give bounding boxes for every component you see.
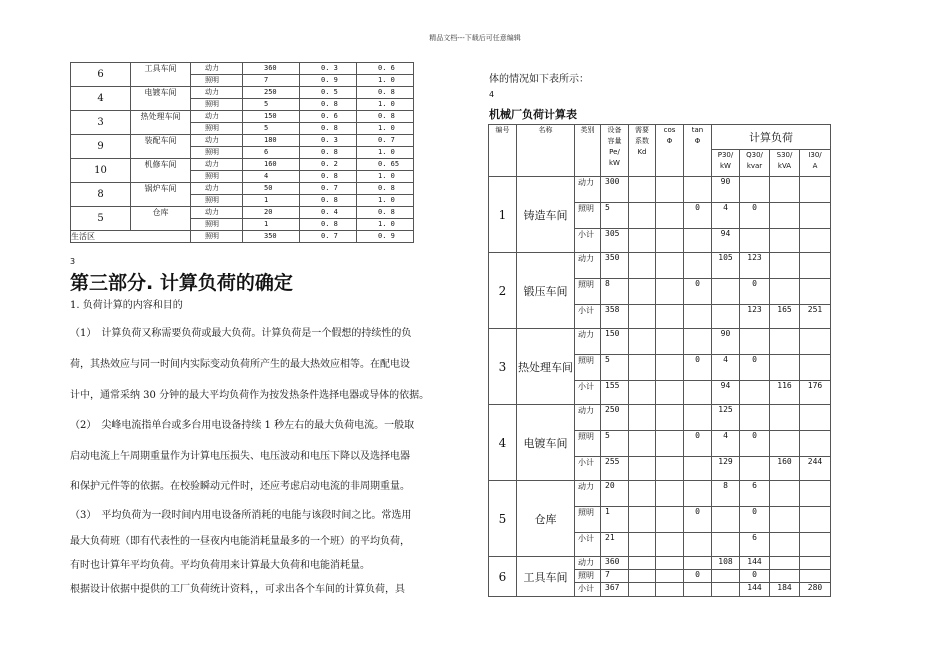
table-cell: 0	[740, 203, 770, 229]
header-s30: S30/ kVA	[770, 150, 800, 177]
table-cell	[629, 177, 656, 203]
table-cell	[656, 177, 684, 203]
table-cell: 1. 0	[357, 147, 414, 159]
table-cell	[629, 533, 656, 557]
table-row	[489, 405, 831, 431]
table-cell: 0. 7	[300, 183, 357, 195]
table-cell	[800, 481, 831, 507]
table-cell: 90	[712, 329, 740, 355]
table-cell: 358	[601, 305, 629, 329]
paragraph-line: 根据设计依据中提供的工厂负荷统计资料，，可求出各个车间的计算负荷，具	[70, 584, 405, 595]
table-cell: 94	[712, 229, 740, 253]
table-cell: 0	[740, 507, 770, 533]
table-cell	[684, 583, 712, 597]
table-cell	[656, 305, 684, 329]
table-cell	[740, 177, 770, 203]
table-cell	[629, 329, 656, 355]
table-cell	[629, 481, 656, 507]
table-row	[71, 135, 414, 147]
paragraph-line: 荷，其热效应与同一时间内实际变动负荷所产生的最大热效应相等。在配电设	[70, 359, 410, 370]
table-cell	[684, 457, 712, 481]
table-row	[71, 63, 414, 75]
table-row	[71, 159, 414, 171]
workshop-number: 3	[489, 329, 517, 405]
load-type: 小计	[575, 457, 601, 481]
table-cell: 7	[601, 570, 629, 583]
table-cell: 165	[770, 305, 800, 329]
table-cell: 123	[740, 253, 770, 279]
header-i30: I30/ A	[800, 150, 831, 177]
table-cell: 0	[740, 355, 770, 381]
table-cell: 5	[243, 99, 300, 111]
table-cell	[770, 481, 800, 507]
table-cell	[629, 253, 656, 279]
load-type: 动力	[191, 63, 243, 75]
table-cell	[684, 253, 712, 279]
load-type: 小计	[575, 305, 601, 329]
table-cell	[770, 405, 800, 431]
workshop-load-table	[70, 62, 414, 243]
table-cell	[656, 355, 684, 381]
table-cell	[740, 381, 770, 405]
workshop-name: 电镀车间	[517, 405, 575, 481]
table-cell: 255	[601, 457, 629, 481]
load-type: 照明	[191, 99, 243, 111]
table-cell	[712, 507, 740, 533]
table-cell	[800, 557, 831, 570]
table-cell	[629, 355, 656, 381]
table-cell: 0. 2	[300, 159, 357, 171]
table-cell: 129	[712, 457, 740, 481]
workshop-number: 4	[489, 405, 517, 481]
paragraph-line: （2） 尖峰电流指单台或多台用电设备持续 1 秒左右的最大负荷电流。一般取	[70, 420, 415, 431]
table-cell: 0. 9	[300, 75, 357, 87]
table-cell: 0	[684, 507, 712, 533]
paragraph-line: 和保护元件等的依据。在校验瞬动元件时，还应考虑启动电流的非周期重量。	[70, 481, 410, 492]
table-cell: 1	[243, 195, 300, 207]
load-type: 照明	[575, 203, 601, 229]
table-cell: 0. 5	[300, 87, 357, 99]
load-type: 照明	[575, 355, 601, 381]
table-cell	[800, 507, 831, 533]
table-cell: 0. 8	[357, 207, 414, 219]
table-cell: 0. 8	[300, 219, 357, 231]
table-cell	[629, 507, 656, 533]
table-cell: 1	[243, 219, 300, 231]
table-cell	[740, 457, 770, 481]
table-cell: 184	[770, 583, 800, 597]
workshop-name: 工具车间	[517, 557, 575, 597]
header-tan: tan Φ	[684, 125, 712, 177]
table-cell	[629, 570, 656, 583]
table-cell: 1. 0	[357, 195, 414, 207]
table-cell: 5	[243, 123, 300, 135]
table-cell	[684, 381, 712, 405]
table-cell: 150	[601, 329, 629, 355]
table-cell: 155	[601, 381, 629, 405]
table-cell	[740, 329, 770, 355]
table-cell: 5	[601, 431, 629, 457]
workshop-number: 4	[71, 87, 131, 111]
page-number-right: 4	[489, 90, 495, 99]
table-cell: 150	[243, 111, 300, 123]
table-cell	[800, 570, 831, 583]
header-cos: cos Φ	[656, 125, 684, 177]
table-cell: 0. 4	[300, 207, 357, 219]
table-cell: 105	[712, 253, 740, 279]
table-cell: 8	[601, 279, 629, 305]
workshop-name: 热处理车间	[517, 329, 575, 405]
table-cell: 108	[712, 557, 740, 570]
load-type: 动力	[191, 87, 243, 99]
workshop-name: 仓库	[131, 207, 191, 231]
load-type: 照明	[575, 279, 601, 305]
table-cell: 0	[684, 355, 712, 381]
table-cell	[684, 557, 712, 570]
table-cell	[800, 229, 831, 253]
table-cell	[656, 557, 684, 570]
table-cell	[800, 177, 831, 203]
table-cell: 6	[740, 533, 770, 557]
table-cell	[629, 305, 656, 329]
table-cell: 0. 8	[300, 195, 357, 207]
table-cell	[770, 203, 800, 229]
table-cell	[770, 355, 800, 381]
table-cell: 1. 0	[357, 123, 414, 135]
table-cell	[800, 355, 831, 381]
table-row	[71, 183, 414, 195]
table-cell: 144	[740, 557, 770, 570]
table-cell: 0	[740, 431, 770, 457]
table-row	[71, 231, 414, 243]
table-cell: 244	[800, 457, 831, 481]
load-type: 小计	[575, 229, 601, 253]
table-cell: 4	[712, 355, 740, 381]
workshop-name: 工具车间	[131, 63, 191, 87]
table-cell: 0. 8	[300, 123, 357, 135]
load-type: 照明	[191, 231, 243, 243]
table-cell: 1	[601, 507, 629, 533]
table-cell: 300	[601, 177, 629, 203]
table-cell	[656, 533, 684, 557]
table-cell: 0. 8	[300, 147, 357, 159]
load-type: 照明	[191, 123, 243, 135]
workshop-number: 1	[489, 177, 517, 253]
load-type: 动力	[191, 207, 243, 219]
section-title: 第三部分. 计算负荷的确定	[70, 272, 293, 294]
table-cell	[656, 329, 684, 355]
table-cell: 0. 8	[300, 99, 357, 111]
table-cell	[629, 405, 656, 431]
header-kd: 需要 系数 Kd	[629, 125, 656, 177]
table-cell: 144	[740, 583, 770, 597]
table-cell	[770, 431, 800, 457]
table-cell	[712, 583, 740, 597]
workshop-name: 机修车间	[131, 159, 191, 183]
workshop-name: 电镀车间	[131, 87, 191, 111]
table-cell: 0. 8	[300, 171, 357, 183]
workshop-name: 生活区	[71, 231, 191, 243]
table-cell: 0. 8	[357, 111, 414, 123]
table-cell: 7	[243, 75, 300, 87]
table-cell: 6	[243, 147, 300, 159]
table-row	[71, 207, 414, 219]
load-type: 照明	[575, 431, 601, 457]
table-cell	[684, 329, 712, 355]
table-cell	[629, 457, 656, 481]
table-cell	[629, 279, 656, 305]
load-type: 动力	[191, 111, 243, 123]
table-cell: 0. 9	[357, 231, 414, 243]
table-cell	[656, 405, 684, 431]
table-cell	[684, 229, 712, 253]
table-cell: 0	[684, 570, 712, 583]
table-cell	[684, 305, 712, 329]
table-cell: 0. 3	[300, 135, 357, 147]
workshop-number: 6	[71, 63, 131, 87]
table-cell: 250	[243, 87, 300, 99]
table-cell	[656, 279, 684, 305]
table-cell: 160	[770, 457, 800, 481]
table-cell: 350	[243, 231, 300, 243]
table-cell: 4	[712, 431, 740, 457]
table-cell	[800, 253, 831, 279]
table-cell	[770, 253, 800, 279]
table-cell: 0	[684, 279, 712, 305]
workshop-name: 仓库	[517, 481, 575, 557]
table-cell	[800, 279, 831, 305]
table-cell: 5	[601, 203, 629, 229]
table-cell	[629, 229, 656, 253]
table-cell	[712, 279, 740, 305]
workshop-name: 热处理车间	[131, 111, 191, 135]
table-cell	[629, 583, 656, 597]
table-cell	[656, 570, 684, 583]
table-cell: 0. 6	[300, 111, 357, 123]
table-cell	[656, 253, 684, 279]
table-cell	[684, 533, 712, 557]
table-cell	[770, 279, 800, 305]
workshop-name: 锅炉车间	[131, 183, 191, 207]
paragraph-line: （3） 平均负荷为一段时间内用电设备所消耗的电能与该段时间之比。常选用	[70, 510, 412, 521]
table-cell	[770, 533, 800, 557]
table-cell: 116	[770, 381, 800, 405]
table-cell: 1. 0	[357, 99, 414, 111]
load-type: 小计	[575, 381, 601, 405]
table-cell	[770, 570, 800, 583]
table-cell: 0. 7	[357, 135, 414, 147]
table-row	[71, 111, 414, 123]
workshop-number: 8	[71, 183, 131, 207]
table-cell: 0. 7	[300, 231, 357, 243]
table-cell: 180	[243, 135, 300, 147]
table-row	[71, 87, 414, 99]
table-cell: 1. 0	[357, 171, 414, 183]
table-cell: 367	[601, 583, 629, 597]
workshop-number: 5	[71, 207, 131, 231]
header-pe: 设备 容量 Pe/ kW	[601, 125, 629, 177]
load-type: 动力	[191, 183, 243, 195]
table-cell: 0. 8	[357, 87, 414, 99]
load-type: 小计	[575, 533, 601, 557]
table-cell: 0. 65	[357, 159, 414, 171]
table-cell	[770, 507, 800, 533]
table-cell	[770, 329, 800, 355]
table-cell: 0	[740, 279, 770, 305]
load-type: 动力	[575, 329, 601, 355]
table-cell	[770, 177, 800, 203]
load-type: 照明	[191, 219, 243, 231]
table-cell: 4	[243, 171, 300, 183]
table-cell: 250	[601, 405, 629, 431]
table-cell	[800, 431, 831, 457]
table-cell: 50	[243, 183, 300, 195]
table-cell	[800, 203, 831, 229]
load-type: 动力	[575, 481, 601, 507]
table-cell	[712, 305, 740, 329]
paragraph-line: 计中，通常采纳 30 分钟的最大平均负荷作为按发热条件选择电器或导体的依据。	[70, 390, 430, 401]
table-cell: 20	[601, 481, 629, 507]
table-cell	[656, 583, 684, 597]
table-row	[489, 177, 831, 203]
paragraph-line: （1） 计算负荷又称需要负荷或最大负荷。计算负荷是一个假想的持续性的负	[70, 328, 412, 339]
table-row	[489, 329, 831, 355]
workshop-number: 9	[71, 135, 131, 159]
table-cell	[800, 405, 831, 431]
load-type: 动力	[575, 405, 601, 431]
table-cell	[629, 381, 656, 405]
table-cell	[684, 481, 712, 507]
table-cell	[800, 329, 831, 355]
load-calculation-table	[488, 124, 831, 597]
table-cell: 4	[712, 203, 740, 229]
header-name: 名称	[517, 125, 575, 177]
load-type: 动力	[191, 135, 243, 147]
table-cell	[629, 203, 656, 229]
table-cell	[629, 431, 656, 457]
workshop-name: 铸造车间	[517, 177, 575, 253]
workshop-number: 10	[71, 159, 131, 183]
table-cell: 176	[800, 381, 831, 405]
load-type: 照明	[575, 570, 601, 583]
table-cell: 6	[740, 481, 770, 507]
table-cell: 280	[800, 583, 831, 597]
table-cell: 21	[601, 533, 629, 557]
table-cell	[629, 557, 656, 570]
table-cell	[684, 405, 712, 431]
load-type: 照明	[191, 171, 243, 183]
table-cell: 20	[243, 207, 300, 219]
table-row	[489, 481, 831, 507]
sub-title: 1. 负荷计算的内容和目的	[70, 300, 183, 311]
load-type: 照明	[191, 195, 243, 207]
workshop-name: 装配车间	[131, 135, 191, 159]
table-cell	[656, 507, 684, 533]
table-cell: 350	[601, 253, 629, 279]
load-type: 动力	[575, 177, 601, 203]
table-cell: 160	[243, 159, 300, 171]
table-cell: 305	[601, 229, 629, 253]
table-cell: 1. 0	[357, 219, 414, 231]
table-cell	[684, 177, 712, 203]
paragraph-line: 启动电流上午周期重量作为计算电压损失、电压波动和电压下降以及选择电器	[70, 451, 410, 462]
header-no: 编号	[489, 125, 517, 177]
header-calc: 计算负荷	[712, 125, 831, 150]
table-cell	[656, 229, 684, 253]
table-cell: 0. 3	[300, 63, 357, 75]
header-type: 类别	[575, 125, 601, 177]
table-cell	[712, 570, 740, 583]
paragraph-line: 有时也计算年平均负荷。平均负荷用来计算最大负荷和电能消耗量。	[70, 560, 370, 571]
header-p30: P30/ kW	[712, 150, 740, 177]
table-cell	[740, 405, 770, 431]
table-cell: 0	[740, 570, 770, 583]
header-q30: Q30/ kvar	[740, 150, 770, 177]
table-cell: 1. 0	[357, 75, 414, 87]
table-cell	[656, 431, 684, 457]
table-cell	[656, 457, 684, 481]
load-type: 动力	[575, 557, 601, 570]
table-cell	[656, 381, 684, 405]
table-cell	[656, 481, 684, 507]
workshop-number: 2	[489, 253, 517, 329]
table-cell: 0. 6	[357, 63, 414, 75]
table-cell: 0	[684, 203, 712, 229]
table-cell: 5	[601, 355, 629, 381]
table-row	[489, 557, 831, 570]
table-cell: 251	[800, 305, 831, 329]
right-intro-text: 体的情况如下表所示：	[489, 74, 589, 85]
table-cell	[770, 229, 800, 253]
workshop-number: 6	[489, 557, 517, 597]
table-cell	[800, 533, 831, 557]
load-type: 动力	[191, 159, 243, 171]
table-cell: 0	[684, 431, 712, 457]
table-cell: 360	[243, 63, 300, 75]
paragraph-line: 最大负荷班（即有代表性的一昼夜内电能消耗量最多的一个班）的平均负荷，	[70, 536, 410, 547]
table-cell: 90	[712, 177, 740, 203]
workshop-number: 3	[71, 111, 131, 135]
table-cell	[656, 203, 684, 229]
page-number-left: 3	[70, 257, 76, 266]
table-cell: 123	[740, 305, 770, 329]
workshop-name: 锻压车间	[517, 253, 575, 329]
table-cell: 360	[601, 557, 629, 570]
page-header: 精品文档---下载后可任意编辑	[429, 34, 521, 42]
table-cell: 8	[712, 481, 740, 507]
table-row	[489, 253, 831, 279]
table-cell: 94	[712, 381, 740, 405]
load-type: 照明	[191, 75, 243, 87]
load-type: 小计	[575, 583, 601, 597]
table-cell	[740, 229, 770, 253]
right-table-title: 机械厂负荷计算表	[489, 108, 577, 121]
load-type: 照明	[575, 507, 601, 533]
workshop-number: 5	[489, 481, 517, 557]
table-cell: 0. 8	[357, 183, 414, 195]
load-type: 动力	[575, 253, 601, 279]
load-type: 照明	[191, 147, 243, 159]
table-cell	[770, 557, 800, 570]
table-cell	[712, 533, 740, 557]
table-cell: 125	[712, 405, 740, 431]
